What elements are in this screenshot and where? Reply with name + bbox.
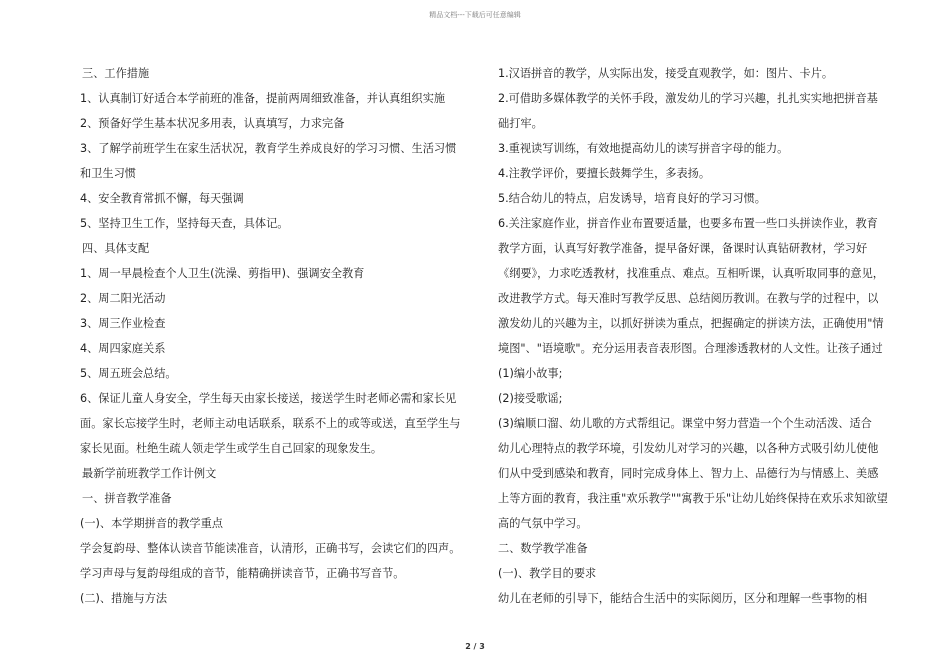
text-line: (1)编小故事; bbox=[498, 367, 563, 380]
text-line: 5.结合幼儿的特点，启发诱导，培育良好的学习习惯。 bbox=[498, 192, 766, 205]
text-line: 一、拼音教学准备 bbox=[82, 492, 172, 505]
text-line: 5、周五班会总结。 bbox=[80, 367, 177, 380]
text-line: 学会复韵母、整体认读音节能读准音，认清形，正确书写，会读它们的四声。 bbox=[80, 542, 461, 555]
text-line: 二、数学教学准备 bbox=[498, 542, 588, 555]
text-line: (2)接受歌谣; bbox=[498, 392, 563, 405]
text-line: 改进教学方式。每天准时写教学反思、总结阅历教训。在教与学的过程中，以 bbox=[498, 292, 879, 305]
text-line: (一)、本学期拼音的教学重点 bbox=[80, 517, 223, 530]
text-line: 上等方面的教育，我注重"欢乐教学""寓教于乐"让幼儿始终保持在欢乐求知欲望 bbox=[498, 492, 888, 505]
text-line: 1.汉语拼音的教学，从实际出发，接受直观教学，如：图片、卡片。 bbox=[498, 67, 834, 80]
text-line: 2、预备好学生基本状况多用表，认真填写，力求完备 bbox=[80, 117, 345, 130]
text-line: 境图"、"语境歌"。充分运用表音表形图。合理渗透教材的人文性。让孩子通过 bbox=[498, 342, 883, 355]
text-line: 幼儿在老师的引导下，能结合生活中的实际阅历，区分和理解一些事物的相 bbox=[498, 592, 868, 605]
text-line: 学习声母与复韵母组成的音节，能精确拼读音节，正确书写音节。 bbox=[80, 567, 405, 580]
text-line: 3、周三作业检查 bbox=[80, 317, 166, 330]
text-line: 《纲要》，力求吃透教材，找准重点、难点。互相听课，认真听取同事的意见， bbox=[498, 267, 884, 280]
text-line: 6、保证儿童人身安全，学生每天由家长接送，接送学生时老师必需和家长见 bbox=[80, 392, 457, 405]
text-line: 四、具体支配 bbox=[82, 242, 150, 255]
text-line: 幼儿心理特点的教学环境，引发幼儿对学习的兴趣，以各种方式吸引幼儿使他 bbox=[498, 442, 879, 455]
text-line: 3、了解学前班学生在家生活状况，教育学生养成良好的学习习惯、生活习惯 bbox=[80, 142, 457, 155]
text-line: 2、周二阳光活动 bbox=[80, 292, 166, 305]
text-line: 三、工作措施 bbox=[82, 67, 150, 80]
text-line: (3)编顺口溜、幼儿歌的方式帮组记。课堂中努力营造一个个生动活泼、适合 bbox=[498, 417, 872, 430]
text-line: 5、坚持卫生工作，坚持每天查，具体记。 bbox=[80, 217, 289, 230]
text-line: 高的气氛中学习。 bbox=[498, 517, 588, 530]
text-line: 们从中受到感染和教育，同时完成身体上、智力上、品德行为与情感上、美感 bbox=[498, 467, 879, 480]
page-indicator: 2 / 3 bbox=[465, 642, 485, 651]
text-line: 激发幼儿的兴趣为主，以抓好拼读为重点，把握确定的拼读方法，正确使用"情 bbox=[498, 317, 884, 330]
text-line: 和卫生习惯 bbox=[80, 167, 136, 180]
text-line: 6.关注家庭作业，拼音作业布置要适量，也要多布置一些口头拼读作业，教育 bbox=[498, 217, 878, 230]
text-line: 4.注教学评价，要擅长鼓舞学生，多表扬。 bbox=[498, 167, 711, 180]
text-line: 础打牢。 bbox=[498, 117, 543, 130]
text-line: 2.可借助多媒体教学的关怀手段，激发幼儿的学习兴趣，扎扎实实地把拼音基 bbox=[498, 92, 878, 105]
text-line: 家长见面。杜绝生疏人领走学生或学生自己回家的现象发生。 bbox=[80, 442, 383, 455]
text-line: 教学方面，认真写好教学准备，提早备好课，备课时认真钻研教材，学习好 bbox=[498, 242, 868, 255]
text-line: 1、认真制订好适合本学前班的准备，提前两周细致准备，并认真组织实施 bbox=[80, 92, 446, 105]
text-line: 3.重视读写训练，有效地提高幼儿的读写拼音字母的能力。 bbox=[498, 142, 789, 155]
text-line: 1、周一早晨检查个人卫生(洗澡、剪指甲)、强调安全教育 bbox=[80, 267, 365, 280]
text-line: 面。家长忘接学生时，老师主动电话联系，联系不上的或等或送，直至学生与 bbox=[80, 417, 461, 430]
text-line: (一)、教学目的要求 bbox=[498, 567, 597, 580]
text-line: 4、周四家庭关系 bbox=[80, 342, 166, 355]
text-line: (二)、措施与方法 bbox=[80, 592, 168, 605]
page-header: 精品文档---下载后可任意编辑 bbox=[429, 11, 521, 19]
text-line: 最新学前班教学工作计例文 bbox=[82, 467, 217, 480]
text-line: 4、安全教育常抓不懈，每天强调 bbox=[80, 192, 244, 205]
